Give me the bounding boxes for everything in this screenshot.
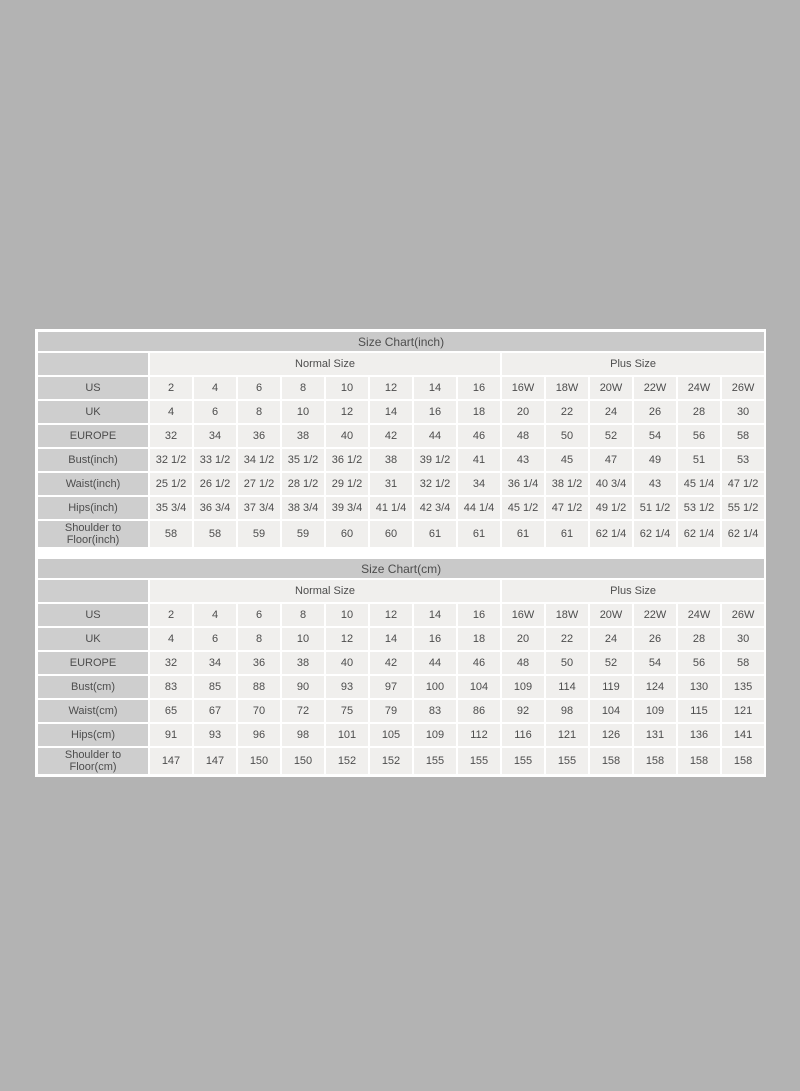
size-value: 18W xyxy=(546,377,588,399)
table-row xyxy=(38,521,764,547)
size-value: 36 xyxy=(238,425,280,447)
size-value: 8 xyxy=(282,377,324,399)
size-value: 28 1/2 xyxy=(282,473,324,495)
size-value: 27 1/2 xyxy=(238,473,280,495)
row-label: Hips(inch) xyxy=(38,497,148,519)
size-value: 62 1/4 xyxy=(590,521,632,547)
size-value: 90 xyxy=(282,676,324,698)
size-value: 44 xyxy=(414,652,456,674)
size-value: 45 1/2 xyxy=(502,497,544,519)
size-value: 4 xyxy=(194,377,236,399)
size-value: 20W xyxy=(590,604,632,626)
table-row xyxy=(38,652,764,674)
size-value: 26W xyxy=(722,604,764,626)
size-value: 6 xyxy=(238,604,280,626)
group-header: Plus Size xyxy=(502,353,764,375)
size-value: 116 xyxy=(502,724,544,746)
size-value: 43 xyxy=(634,473,676,495)
table-row xyxy=(38,473,764,495)
size-value: 4 xyxy=(194,604,236,626)
size-value: 39 3/4 xyxy=(326,497,368,519)
size-value: 36 3/4 xyxy=(194,497,236,519)
corner-cell xyxy=(38,580,148,602)
size-value: 109 xyxy=(414,724,456,746)
size-value: 16 xyxy=(414,401,456,423)
row-label: UK xyxy=(38,401,148,423)
size-value: 8 xyxy=(238,628,280,650)
size-value: 72 xyxy=(282,700,324,722)
row-label: Waist(inch) xyxy=(38,473,148,495)
size-value: 58 xyxy=(150,521,192,547)
table-row xyxy=(38,425,764,447)
size-value: 152 xyxy=(326,748,368,774)
size-value: 46 xyxy=(458,425,500,447)
size-value: 34 xyxy=(194,652,236,674)
table-row xyxy=(38,628,764,650)
chart-title: Size Chart(cm) xyxy=(38,559,764,578)
size-value: 135 xyxy=(722,676,764,698)
size-value: 40 xyxy=(326,425,368,447)
size-value: 61 xyxy=(414,521,456,547)
size-chart-inch-table xyxy=(36,330,766,549)
size-value: 60 xyxy=(326,521,368,547)
row-label: Bust(inch) xyxy=(38,449,148,471)
size-value: 41 1/4 xyxy=(370,497,412,519)
size-value: 16 xyxy=(458,604,500,626)
size-value: 83 xyxy=(150,676,192,698)
size-value: 43 xyxy=(502,449,544,471)
size-value: 141 xyxy=(722,724,764,746)
size-value: 6 xyxy=(194,628,236,650)
size-value: 22W xyxy=(634,377,676,399)
size-value: 45 xyxy=(546,449,588,471)
size-value: 22W xyxy=(634,604,676,626)
size-value: 24 xyxy=(590,401,632,423)
size-value: 91 xyxy=(150,724,192,746)
size-value: 20 xyxy=(502,628,544,650)
size-value: 48 xyxy=(502,652,544,674)
size-value: 121 xyxy=(546,724,588,746)
size-value: 24W xyxy=(678,377,720,399)
group-header: Normal Size xyxy=(150,580,500,602)
table-row xyxy=(38,724,764,746)
size-value: 28 xyxy=(678,628,720,650)
size-value: 147 xyxy=(150,748,192,774)
size-value: 56 xyxy=(678,652,720,674)
size-value: 56 xyxy=(678,425,720,447)
size-value: 155 xyxy=(546,748,588,774)
size-value: 62 1/4 xyxy=(722,521,764,547)
size-value: 20W xyxy=(590,377,632,399)
size-value: 26 xyxy=(634,401,676,423)
size-value: 12 xyxy=(370,377,412,399)
size-value: 40 xyxy=(326,652,368,674)
size-value: 10 xyxy=(282,628,324,650)
size-value: 86 xyxy=(458,700,500,722)
size-value: 18 xyxy=(458,628,500,650)
size-value: 14 xyxy=(370,401,412,423)
size-value: 130 xyxy=(678,676,720,698)
size-value: 34 xyxy=(458,473,500,495)
size-value: 34 1/2 xyxy=(238,449,280,471)
size-value: 35 1/2 xyxy=(282,449,324,471)
size-value: 24 xyxy=(590,628,632,650)
group-header: Plus Size xyxy=(502,580,764,602)
group-header: Normal Size xyxy=(150,353,500,375)
size-value: 32 1/2 xyxy=(150,449,192,471)
size-value: 147 xyxy=(194,748,236,774)
corner-cell xyxy=(38,353,148,375)
size-value: 109 xyxy=(502,676,544,698)
size-value: 4 xyxy=(150,628,192,650)
size-value: 36 1/4 xyxy=(502,473,544,495)
size-value: 32 xyxy=(150,425,192,447)
size-value: 50 xyxy=(546,652,588,674)
size-value: 26 xyxy=(634,628,676,650)
size-value: 158 xyxy=(678,748,720,774)
size-value: 115 xyxy=(678,700,720,722)
size-value: 28 xyxy=(678,401,720,423)
size-value: 16 xyxy=(458,377,500,399)
size-value: 29 1/2 xyxy=(326,473,368,495)
size-value: 16W xyxy=(502,604,544,626)
size-value: 93 xyxy=(194,724,236,746)
size-value: 44 1/4 xyxy=(458,497,500,519)
size-value: 36 1/2 xyxy=(326,449,368,471)
row-label: EUROPE xyxy=(38,652,148,674)
size-value: 58 xyxy=(194,521,236,547)
row-label: Bust(cm) xyxy=(38,676,148,698)
table-row xyxy=(38,676,764,698)
size-value: 155 xyxy=(502,748,544,774)
size-value: 155 xyxy=(414,748,456,774)
size-value: 32 1/2 xyxy=(414,473,456,495)
size-value: 100 xyxy=(414,676,456,698)
size-value: 96 xyxy=(238,724,280,746)
size-value: 10 xyxy=(326,604,368,626)
size-value: 53 xyxy=(722,449,764,471)
size-value: 31 xyxy=(370,473,412,495)
row-label: Shoulder to Floor(inch) xyxy=(38,521,148,547)
size-value: 62 1/4 xyxy=(634,521,676,547)
size-value: 14 xyxy=(370,628,412,650)
size-value: 61 xyxy=(458,521,500,547)
size-value: 70 xyxy=(238,700,280,722)
size-value: 52 xyxy=(590,652,632,674)
size-value: 105 xyxy=(370,724,412,746)
size-value: 46 xyxy=(458,652,500,674)
row-label: US xyxy=(38,377,148,399)
size-value: 38 xyxy=(282,425,324,447)
size-value: 88 xyxy=(238,676,280,698)
table-row xyxy=(38,377,764,399)
table-row xyxy=(38,401,764,423)
size-value: 2 xyxy=(150,604,192,626)
size-value: 16W xyxy=(502,377,544,399)
table-row xyxy=(38,449,764,471)
row-label: Shoulder to Floor(cm) xyxy=(38,748,148,774)
size-value: 30 xyxy=(722,401,764,423)
size-value: 4 xyxy=(150,401,192,423)
size-value: 16 xyxy=(414,628,456,650)
size-value: 20 xyxy=(502,401,544,423)
size-value: 25 1/2 xyxy=(150,473,192,495)
table-row xyxy=(38,497,764,519)
size-value: 62 1/4 xyxy=(678,521,720,547)
chart-title: Size Chart(inch) xyxy=(38,332,764,351)
table-row xyxy=(38,748,764,774)
size-value: 158 xyxy=(634,748,676,774)
size-value: 61 xyxy=(546,521,588,547)
size-value: 33 1/2 xyxy=(194,449,236,471)
size-value: 36 xyxy=(238,652,280,674)
size-value: 58 xyxy=(722,425,764,447)
size-value: 109 xyxy=(634,700,676,722)
size-value: 6 xyxy=(238,377,280,399)
size-value: 158 xyxy=(722,748,764,774)
size-value: 49 xyxy=(634,449,676,471)
size-value: 93 xyxy=(326,676,368,698)
size-value: 6 xyxy=(194,401,236,423)
size-value: 152 xyxy=(370,748,412,774)
size-chart-cm-table xyxy=(36,557,766,776)
table-row xyxy=(38,604,764,626)
size-value: 47 1/2 xyxy=(722,473,764,495)
size-value: 54 xyxy=(634,425,676,447)
size-value: 53 1/2 xyxy=(678,497,720,519)
size-value: 42 xyxy=(370,652,412,674)
size-value: 24W xyxy=(678,604,720,626)
size-value: 126 xyxy=(590,724,632,746)
size-value: 98 xyxy=(282,724,324,746)
size-value: 54 xyxy=(634,652,676,674)
size-value: 10 xyxy=(326,377,368,399)
size-value: 55 1/2 xyxy=(722,497,764,519)
size-value: 22 xyxy=(546,401,588,423)
size-value: 38 xyxy=(282,652,324,674)
size-value: 40 3/4 xyxy=(590,473,632,495)
size-value: 34 xyxy=(194,425,236,447)
size-value: 49 1/2 xyxy=(590,497,632,519)
size-value: 38 1/2 xyxy=(546,473,588,495)
size-value: 30 xyxy=(722,628,764,650)
size-value: 35 3/4 xyxy=(150,497,192,519)
size-value: 45 1/4 xyxy=(678,473,720,495)
size-value: 26W xyxy=(722,377,764,399)
size-value: 51 xyxy=(678,449,720,471)
row-label: US xyxy=(38,604,148,626)
size-value: 65 xyxy=(150,700,192,722)
size-value: 79 xyxy=(370,700,412,722)
size-value: 42 3/4 xyxy=(414,497,456,519)
size-value: 18 xyxy=(458,401,500,423)
size-value: 58 xyxy=(722,652,764,674)
row-label: EUROPE xyxy=(38,425,148,447)
size-value: 104 xyxy=(590,700,632,722)
size-value: 22 xyxy=(546,628,588,650)
size-value: 10 xyxy=(282,401,324,423)
size-value: 59 xyxy=(238,521,280,547)
size-value: 155 xyxy=(458,748,500,774)
size-chart-panel xyxy=(35,329,766,777)
size-value: 50 xyxy=(546,425,588,447)
size-value: 51 1/2 xyxy=(634,497,676,519)
size-value: 59 xyxy=(282,521,324,547)
size-value: 52 xyxy=(590,425,632,447)
size-value: 37 3/4 xyxy=(238,497,280,519)
size-value: 119 xyxy=(590,676,632,698)
size-value: 48 xyxy=(502,425,544,447)
row-label: Hips(cm) xyxy=(38,724,148,746)
row-label: UK xyxy=(38,628,148,650)
size-value: 47 1/2 xyxy=(546,497,588,519)
size-value: 42 xyxy=(370,425,412,447)
size-value: 121 xyxy=(722,700,764,722)
size-value: 12 xyxy=(326,401,368,423)
size-value: 47 xyxy=(590,449,632,471)
size-value: 101 xyxy=(326,724,368,746)
size-value: 131 xyxy=(634,724,676,746)
size-value: 32 xyxy=(150,652,192,674)
size-value: 97 xyxy=(370,676,412,698)
size-value: 14 xyxy=(414,377,456,399)
size-value: 14 xyxy=(414,604,456,626)
size-value: 75 xyxy=(326,700,368,722)
size-value: 61 xyxy=(502,521,544,547)
size-value: 8 xyxy=(282,604,324,626)
size-value: 150 xyxy=(238,748,280,774)
size-value: 114 xyxy=(546,676,588,698)
size-value: 104 xyxy=(458,676,500,698)
table-row xyxy=(38,700,764,722)
size-value: 98 xyxy=(546,700,588,722)
size-value: 12 xyxy=(326,628,368,650)
size-value: 18W xyxy=(546,604,588,626)
size-value: 150 xyxy=(282,748,324,774)
size-value: 12 xyxy=(370,604,412,626)
size-value: 136 xyxy=(678,724,720,746)
size-value: 158 xyxy=(590,748,632,774)
size-value: 112 xyxy=(458,724,500,746)
size-value: 39 1/2 xyxy=(414,449,456,471)
size-value: 60 xyxy=(370,521,412,547)
size-value: 2 xyxy=(150,377,192,399)
size-value: 92 xyxy=(502,700,544,722)
size-value: 44 xyxy=(414,425,456,447)
size-value: 67 xyxy=(194,700,236,722)
size-value: 26 1/2 xyxy=(194,473,236,495)
size-value: 38 3/4 xyxy=(282,497,324,519)
size-value: 8 xyxy=(238,401,280,423)
row-label: Waist(cm) xyxy=(38,700,148,722)
size-value: 83 xyxy=(414,700,456,722)
size-value: 124 xyxy=(634,676,676,698)
size-value: 38 xyxy=(370,449,412,471)
size-value: 85 xyxy=(194,676,236,698)
size-value: 41 xyxy=(458,449,500,471)
